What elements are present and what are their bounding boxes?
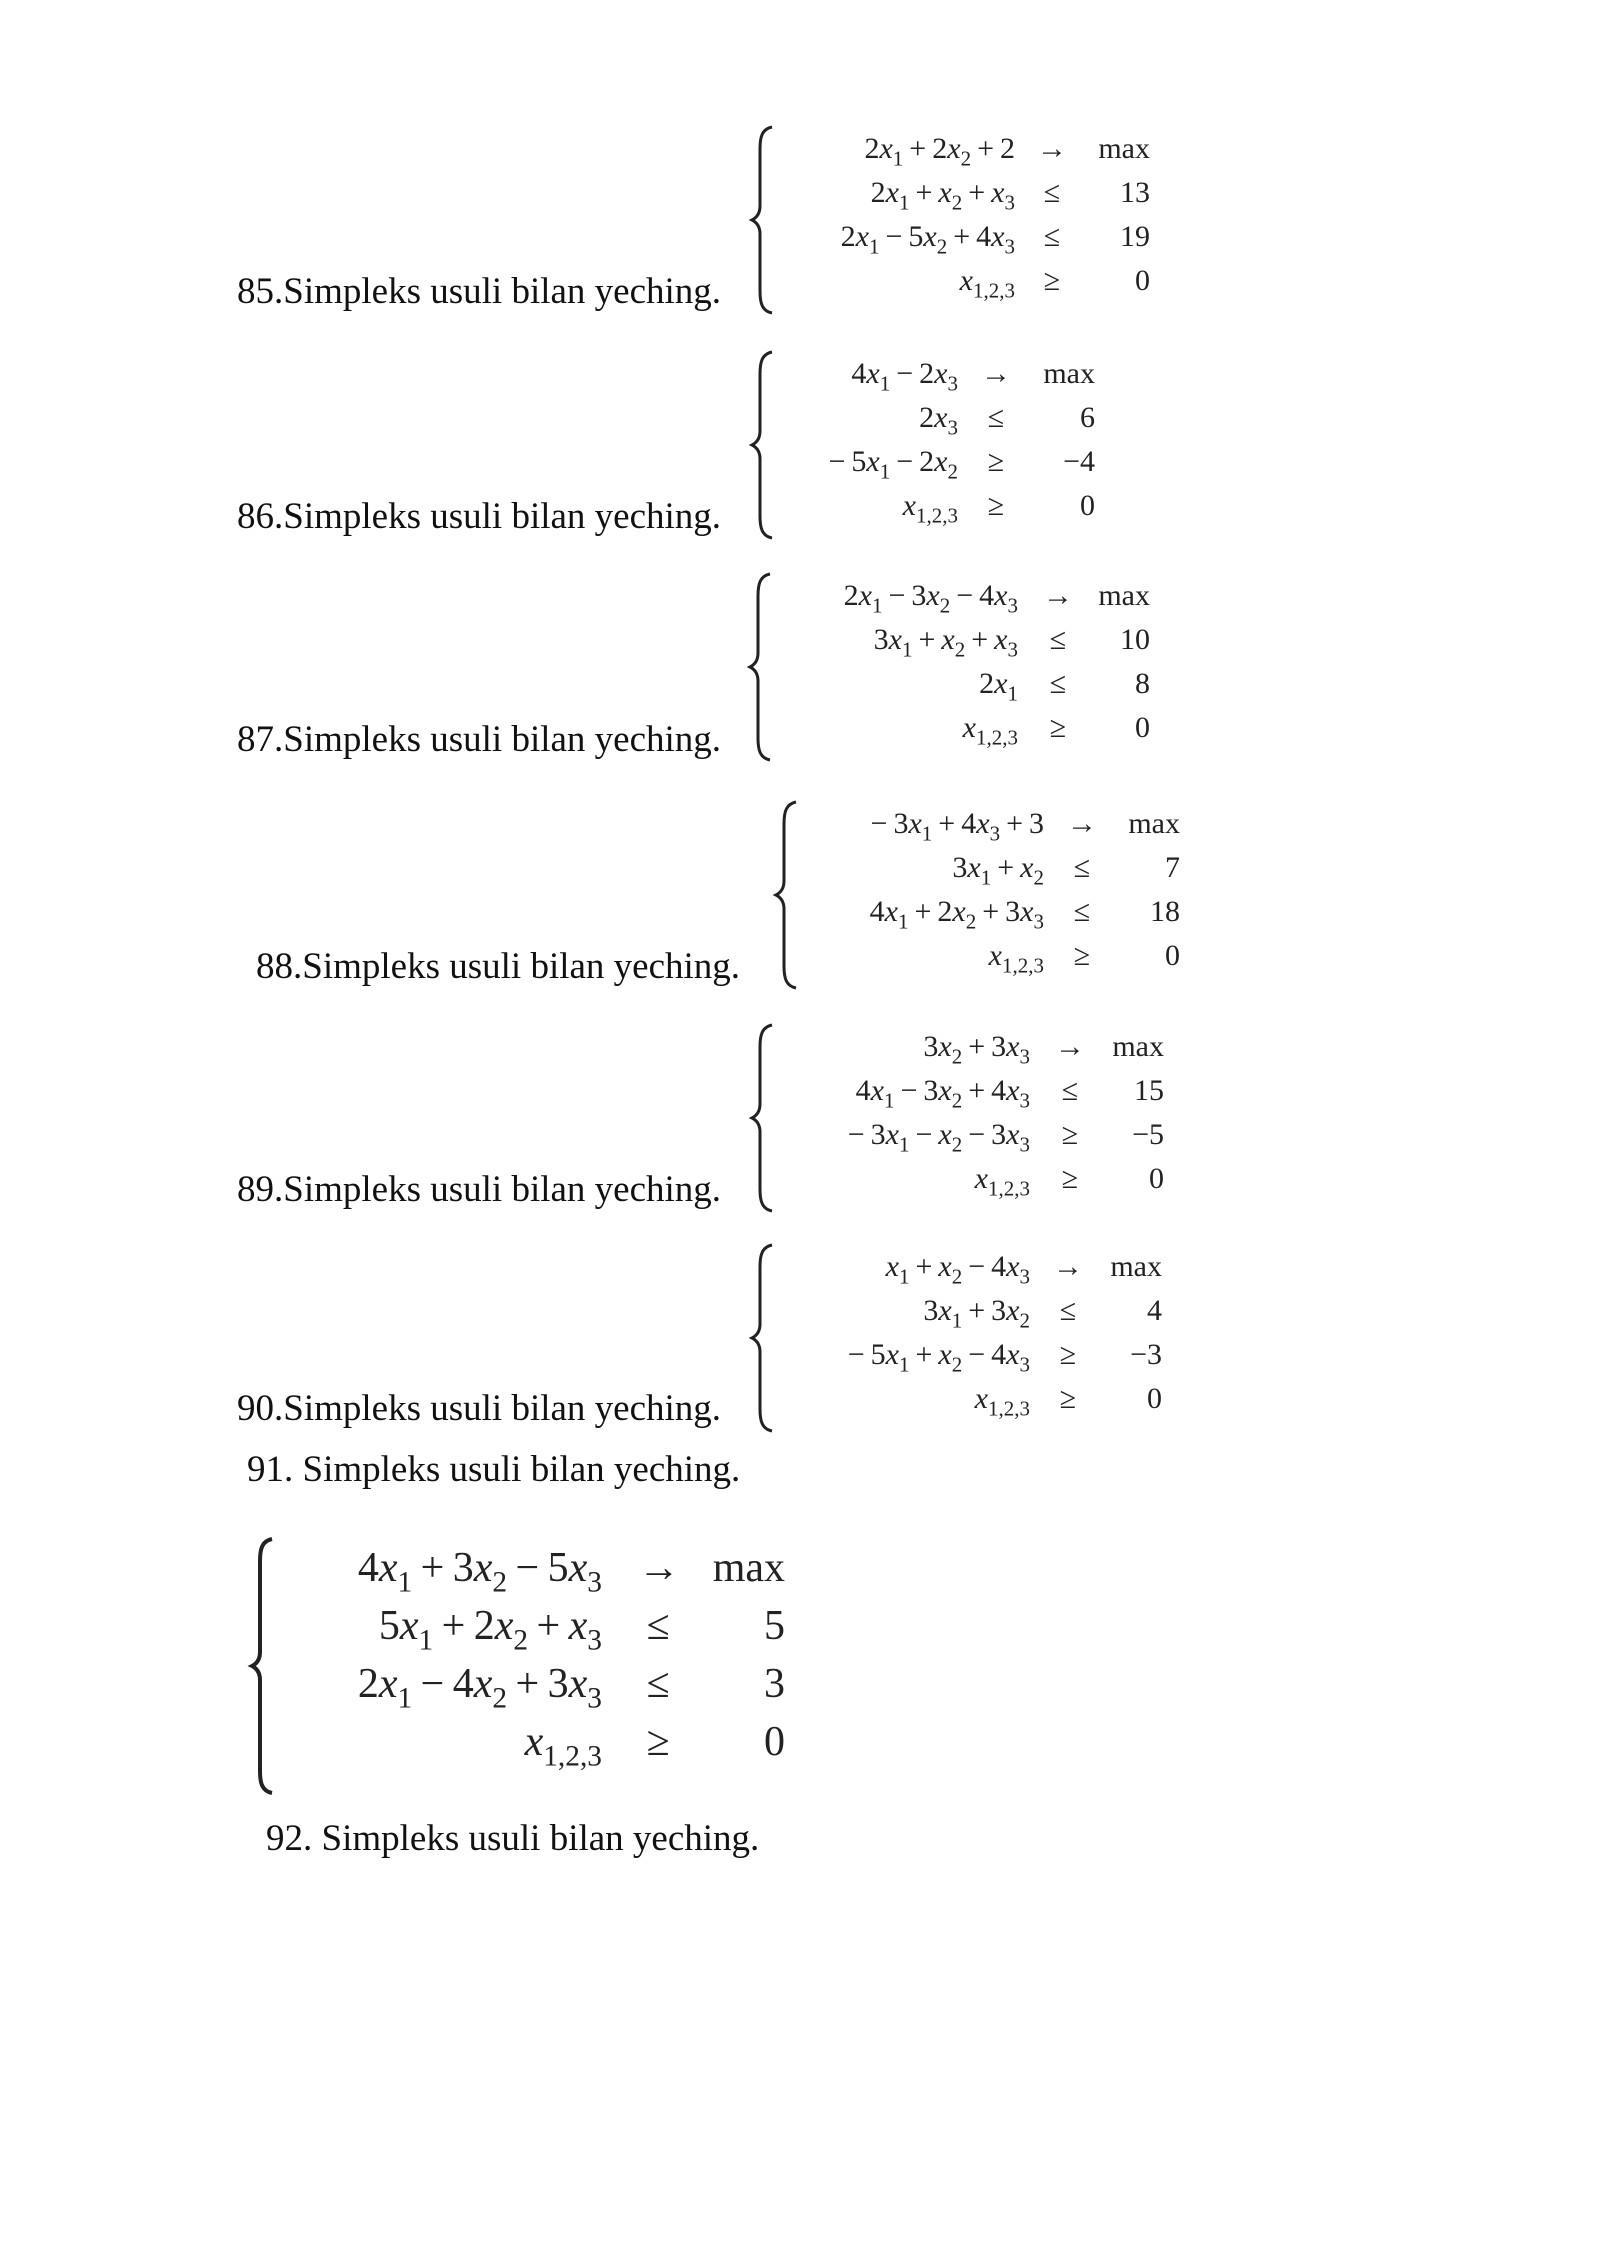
- equation-rhs: 0: [1165, 939, 1180, 972]
- equation-rhs: max: [1112, 1030, 1164, 1063]
- relation-symbol: →: [1055, 1030, 1085, 1063]
- equation-lhs: $2x_3$: [919, 401, 958, 440]
- equation-rhs: −4: [1063, 445, 1095, 478]
- equation-rhs: max: [1043, 357, 1095, 390]
- equation-rhs: 7: [1165, 851, 1180, 884]
- equation-lhs: $4x_1 + 2x_2 + 3x_3$: [869, 895, 1044, 934]
- relation-symbol: →: [638, 1545, 680, 1591]
- relation-symbol: ≤: [1061, 1074, 1079, 1107]
- equation-lhs: $2x_1 + x_2 + x_3$: [870, 176, 1015, 215]
- relation-symbol: ≤: [987, 401, 1005, 434]
- problem-caption: 90.Simpleks usuli bilan yeching.: [237, 1388, 722, 1429]
- equation-rhs: 5: [764, 1603, 785, 1649]
- equation-rhs: 19: [1120, 220, 1150, 253]
- equation-lhs: $2x_1 - 5x_2 + 4x_3$: [840, 220, 1015, 259]
- equation-rhs: 0: [1080, 489, 1095, 522]
- equation-rhs: 18: [1150, 895, 1180, 928]
- problem-caption: 89.Simpleks usuli bilan yeching.: [237, 1169, 722, 1210]
- relation-symbol: →: [1067, 807, 1097, 840]
- equation-lhs: $x_{1,2,3}$: [988, 939, 1044, 978]
- relation-symbol: →: [1053, 1250, 1083, 1283]
- equation-rhs: max: [1098, 579, 1150, 612]
- problem-caption: 88.Simpleks usuli bilan yeching.: [256, 946, 741, 987]
- problem-caption: 85.Simpleks usuli bilan yeching.: [237, 271, 722, 312]
- equation-rhs: max: [1128, 807, 1180, 840]
- relation-symbol: ≥: [1073, 939, 1091, 972]
- problem-caption: 86.Simpleks usuli bilan yeching.: [237, 496, 722, 537]
- equation-lhs: $x_{1,2,3}$: [974, 1382, 1030, 1421]
- equation-lhs: − $3x_1 + 4x_3 + 3$: [864, 807, 1044, 846]
- equation-rhs: 6: [1080, 401, 1095, 434]
- equation-lhs: $x_{1,2,3}$: [974, 1162, 1030, 1201]
- relation-symbol: ≤: [1049, 667, 1067, 700]
- equation-lhs: $3x_1 + x_2 + x_3$: [873, 623, 1018, 662]
- equation-rhs: 15: [1134, 1074, 1164, 1107]
- equation-lhs: $x_{1,2,3}$: [902, 489, 958, 528]
- equation-rhs: −5: [1132, 1118, 1164, 1151]
- relation-symbol: →: [1043, 579, 1073, 612]
- relation-symbol: ≥: [1059, 1338, 1077, 1371]
- equation-lhs: $4x_1 - 2x_3$: [851, 357, 958, 396]
- relation-symbol: ≤: [1043, 220, 1061, 253]
- equation-rhs: 10: [1120, 623, 1150, 656]
- relation-symbol: ≥: [646, 1719, 670, 1765]
- equation-rhs: max: [1098, 132, 1150, 165]
- equation-rhs: 13: [1120, 176, 1150, 209]
- equation-lhs: $3x_1 + 3x_2$: [923, 1294, 1030, 1333]
- problem-caption: 91. Simpleks usuli bilan yeching.: [247, 1449, 741, 1490]
- equation-lhs: $x_{1,2,3}$: [524, 1719, 602, 1773]
- equation-rhs: 8: [1135, 667, 1150, 700]
- equation-lhs: − $3x_1 - x_2 - 3x_3$: [841, 1118, 1030, 1157]
- equation-lhs: $2x_1 + 2x_2 + 2$: [864, 132, 1015, 171]
- equation-rhs: 0: [1149, 1162, 1164, 1195]
- equation-rhs: 0: [1135, 711, 1150, 744]
- equation-lhs: $5x_1 + 2x_2 + x_3$: [378, 1603, 602, 1657]
- relation-symbol: ≤: [646, 1661, 670, 1707]
- problem-caption: 87.Simpleks usuli bilan yeching.: [237, 719, 722, 760]
- relation-symbol: ≥: [1061, 1162, 1079, 1195]
- equation-rhs: 3: [764, 1661, 785, 1707]
- equation-lhs: $x_{1,2,3}$: [959, 264, 1015, 303]
- equation-lhs: $4x_1 + 3x_2 - 5x_3$: [357, 1545, 602, 1599]
- equation-rhs: −3: [1130, 1338, 1162, 1371]
- relation-symbol: ≥: [1049, 711, 1067, 744]
- equation-rhs: 0: [764, 1719, 785, 1765]
- equation-lhs: $3x_2 + 3x_3$: [923, 1030, 1030, 1069]
- relation-symbol: ≥: [987, 489, 1005, 522]
- problem-caption: 92. Simpleks usuli bilan yeching.: [266, 1818, 760, 1859]
- equation-lhs: $x_{1,2,3}$: [962, 711, 1018, 750]
- equation-lhs: − $5x_1 - 2x_2$: [822, 445, 958, 484]
- equation-lhs: $2x_1 - 3x_2 - 4x_3$: [843, 579, 1018, 618]
- equation-lhs: $3x_1 + x_2$: [952, 851, 1044, 890]
- equation-lhs: $x_1 + x_2 - 4x_3$: [885, 1250, 1030, 1289]
- relation-symbol: ≥: [1059, 1382, 1077, 1415]
- equation-lhs: $2x_1$: [979, 667, 1018, 706]
- relation-symbol: →: [1037, 132, 1067, 165]
- equation-rhs: max: [1110, 1250, 1162, 1283]
- relation-symbol: ≤: [1049, 623, 1067, 656]
- relation-symbol: ≥: [1043, 264, 1061, 297]
- equation-lhs: − $5x_1 + x_2 - 4x_3$: [841, 1338, 1030, 1377]
- relation-symbol: →: [981, 357, 1011, 390]
- relation-symbol: ≤: [1059, 1294, 1077, 1327]
- relation-symbol: ≤: [1073, 895, 1091, 928]
- relation-symbol: ≤: [1073, 851, 1091, 884]
- equation-rhs: 0: [1147, 1382, 1162, 1415]
- equation-lhs: $2x_1 - 4x_2 + 3x_3$: [357, 1661, 602, 1715]
- equation-lhs: $4x_1 - 3x_2 + 4x_3$: [855, 1074, 1030, 1113]
- equation-rhs: 4: [1147, 1294, 1162, 1327]
- relation-symbol: ≤: [1043, 176, 1061, 209]
- equation-rhs: max: [712, 1545, 785, 1591]
- relation-symbol: ≥: [1061, 1118, 1079, 1151]
- relation-symbol: ≥: [987, 445, 1005, 478]
- relation-symbol: ≤: [646, 1603, 670, 1649]
- equation-rhs: 0: [1135, 264, 1150, 297]
